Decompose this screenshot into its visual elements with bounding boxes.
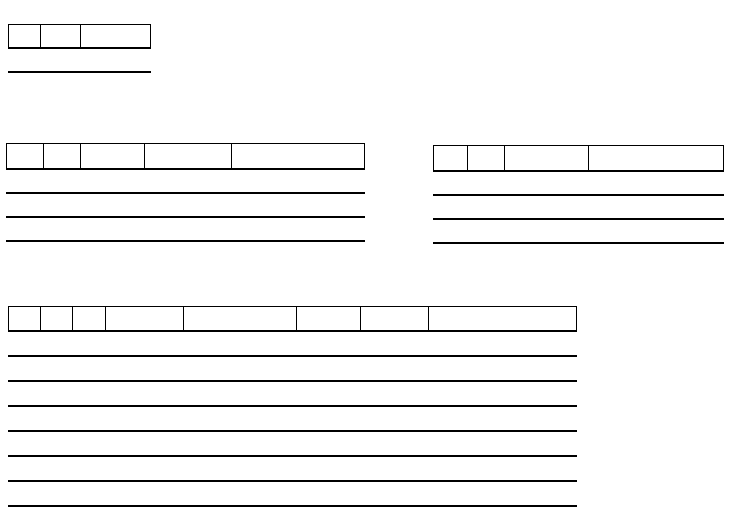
table-cell [41, 506, 73, 507]
table-row [9, 432, 577, 456]
table-header-row [7, 144, 365, 169]
table-cell [429, 456, 577, 457]
table-cell [81, 241, 145, 242]
col-header-b [44, 144, 81, 169]
table-cell [297, 331, 361, 332]
col-header-a-or-b-and-c [184, 307, 297, 331]
table-cell [589, 195, 724, 196]
table-cell [434, 195, 468, 196]
col-header-a [9, 307, 41, 331]
table-cell [106, 431, 184, 432]
table-cell [361, 406, 429, 407]
table-cell [73, 506, 106, 507]
table-cell [361, 356, 429, 357]
table-cell [44, 193, 81, 194]
table-cell [429, 431, 577, 432]
table-cell [44, 217, 81, 218]
col-header-a-and-a-or-b [589, 146, 724, 171]
table-row [434, 172, 724, 195]
col-header-a-or-b [505, 146, 589, 171]
table-cell [297, 506, 361, 507]
table-cell [73, 331, 106, 332]
table-cell [106, 456, 184, 457]
table-cell [81, 193, 145, 194]
table-cell [589, 243, 724, 244]
table-row [434, 244, 724, 267]
table-cell [106, 331, 184, 332]
table-cell [429, 506, 577, 507]
table-row [434, 196, 724, 219]
table-header-row [9, 307, 577, 331]
col-header-a-or-c [361, 307, 429, 331]
table-cell [505, 243, 589, 244]
table-cell [429, 481, 577, 482]
table-cell [361, 506, 429, 507]
table-cell [9, 48, 41, 49]
table-cell [9, 406, 41, 407]
col-header-not-a [81, 144, 145, 169]
table-cell [9, 356, 41, 357]
table-cell [505, 171, 589, 172]
table-cell [44, 169, 81, 170]
table-cell [106, 481, 184, 482]
table-row [7, 242, 365, 265]
table-cell [184, 406, 297, 407]
truth-table-2 [6, 143, 365, 265]
table-cell [232, 193, 365, 194]
table-cell [232, 169, 365, 170]
table-cell [297, 456, 361, 457]
table-cell [81, 169, 145, 170]
table-row [9, 357, 577, 381]
table-cell [81, 72, 151, 73]
col-header-a-or-b-and-a-or-c [429, 307, 577, 331]
table-cell [361, 381, 429, 382]
col-header-b-and-c [106, 307, 184, 331]
table-header-row [9, 25, 151, 48]
table-cell [505, 195, 589, 196]
col-header-c [73, 307, 106, 331]
table-cell [7, 193, 44, 194]
table-cell [7, 217, 44, 218]
table-cell [434, 243, 468, 244]
table-cell [184, 506, 297, 507]
table-cell [73, 481, 106, 482]
col-header-not-x [41, 25, 81, 48]
table-cell [41, 381, 73, 382]
table-row [7, 194, 365, 217]
table-row [9, 382, 577, 406]
table-cell [73, 456, 106, 457]
table-cell [81, 217, 145, 218]
col-header-a [434, 146, 468, 171]
table-cell [361, 481, 429, 482]
table-cell [297, 406, 361, 407]
table-cell [184, 456, 297, 457]
table-cell [232, 217, 365, 218]
table-cell [232, 241, 365, 242]
table-cell [468, 243, 505, 244]
table-cell [9, 331, 41, 332]
table-cell [9, 381, 41, 382]
table-row [9, 457, 577, 481]
table-cell [184, 381, 297, 382]
table-cell [44, 241, 81, 242]
truth-table-2b [433, 145, 724, 267]
col-header-b [468, 146, 505, 171]
table-row [9, 407, 577, 431]
table-cell [429, 356, 577, 357]
table-cell [468, 195, 505, 196]
table-cell [9, 431, 41, 432]
col-header-a-and-not-a-or-b [232, 144, 365, 169]
col-header-a [7, 144, 44, 169]
table-cell [9, 506, 41, 507]
table-cell [81, 48, 151, 49]
table-cell [361, 456, 429, 457]
table-cell [468, 171, 505, 172]
table-cell [73, 381, 106, 382]
table-cell [106, 406, 184, 407]
table-cell [41, 406, 73, 407]
table-cell [184, 356, 297, 357]
table-cell [41, 481, 73, 482]
table-cell [106, 506, 184, 507]
table-cell [9, 456, 41, 457]
table-cell [145, 169, 232, 170]
table-cell [361, 431, 429, 432]
table-cell [429, 331, 577, 332]
col-header-x-and-not-x [81, 25, 151, 48]
truth-table-1 [8, 24, 151, 96]
table-cell [106, 381, 184, 382]
table-cell [73, 431, 106, 432]
table-row [434, 220, 724, 243]
col-header-x [9, 25, 41, 48]
table-cell [41, 456, 73, 457]
table-cell [145, 217, 232, 218]
table-cell [361, 331, 429, 332]
table-cell [297, 431, 361, 432]
table-cell [9, 72, 41, 73]
table-cell [9, 481, 41, 482]
table-row [9, 49, 151, 72]
table-cell [145, 193, 232, 194]
table-cell [184, 431, 297, 432]
table-cell [505, 219, 589, 220]
table-row [7, 170, 365, 193]
table-cell [429, 406, 577, 407]
col-header-a-or-b [297, 307, 361, 331]
table-cell [434, 171, 468, 172]
table-cell [589, 171, 724, 172]
table-cell [7, 169, 44, 170]
table-row [9, 482, 577, 506]
table-cell [434, 219, 468, 220]
table-cell [184, 481, 297, 482]
table-cell [73, 356, 106, 357]
table-cell [7, 241, 44, 242]
truth-table-3 [8, 306, 577, 531]
table-cell [184, 331, 297, 332]
col-header-not-a-or-b [145, 144, 232, 169]
table-cell [145, 241, 232, 242]
table-cell [468, 219, 505, 220]
table-header-row [434, 146, 724, 171]
table-cell [297, 481, 361, 482]
table-cell [297, 381, 361, 382]
table-row [9, 73, 151, 96]
table-cell [429, 381, 577, 382]
table-row [7, 218, 365, 241]
table-cell [589, 219, 724, 220]
table-cell [41, 48, 81, 49]
table-row [9, 332, 577, 356]
col-header-b [41, 307, 73, 331]
table-cell [41, 331, 73, 332]
table-cell [297, 356, 361, 357]
table-cell [106, 356, 184, 357]
table-cell [41, 356, 73, 357]
table-cell [41, 72, 81, 73]
table-cell [41, 431, 73, 432]
table-cell [73, 406, 106, 407]
